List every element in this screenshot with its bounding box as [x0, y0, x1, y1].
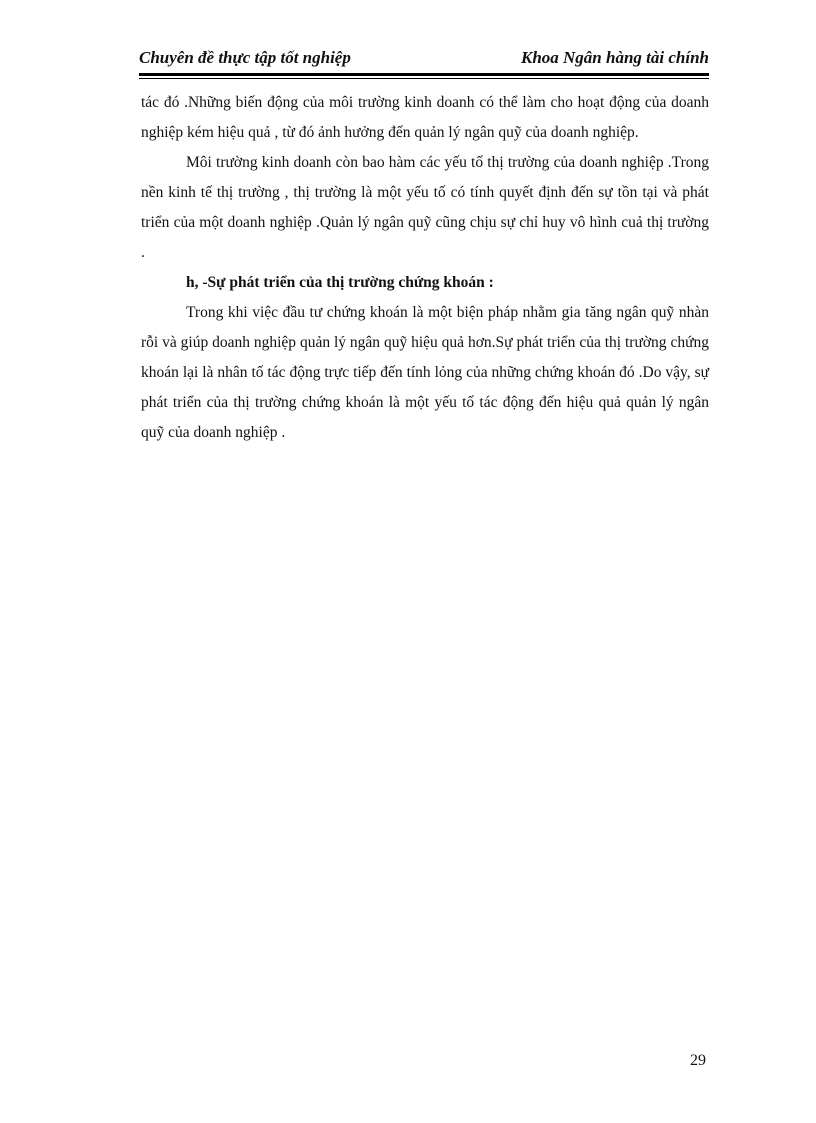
page-number: 29 [690, 1052, 706, 1069]
paragraph-stock-market: Trong khi việc đầu tư chứng khoán là một biện pháp nhằm gia tăng ngân quỹ nhàn rỗi và giúp doanh nghiệp quản lý ngân quỹ hiệu quả hơn.Sự phát triển của thị trường chứng khoán lại là nhân tố tác động trực tiếp đến tính lỏng của những chứng khoán đó .Do vậy, sự phát triển của thị trường chứng khoán là một yếu tố tác động đến hiệu quả quản lý ngân quỹ của doanh nghiệp . [141, 304, 709, 441]
paragraph-market-environment: Môi trường kinh doanh còn bao hàm các yếu tố thị trường của doanh nghiệp .Trong nền kinh tế thị trường , thị trường là một yếu tố có tính quyết định đến sự tồn tại và phát triển của một doanh nghiệp .Quản lý ngân quỹ cũng chịu sự chỉ huy vô hình cuả thị trường . [141, 154, 709, 261]
paragraph-continuation: tác đó .Những biến động của môi trường kinh doanh có thể làm cho hoạt động của doanh nghiệp kém hiệu quả , từ đó ảnh hưởng đến quản lý ngân quỹ của doanh nghiệp. [141, 94, 709, 141]
page-header [139, 46, 709, 72]
header-rule-thick [139, 73, 709, 76]
header-left-title: Chuyên đề thực tập tốt nghiệp [139, 48, 351, 67]
header-rule-thin [139, 78, 709, 79]
section-heading-h: h, -Sự phát triển của thị trường chứng khoán : [186, 274, 494, 291]
header-right-title: Khoa Ngân hàng tài chính [520, 48, 709, 67]
page-body [141, 88, 709, 448]
